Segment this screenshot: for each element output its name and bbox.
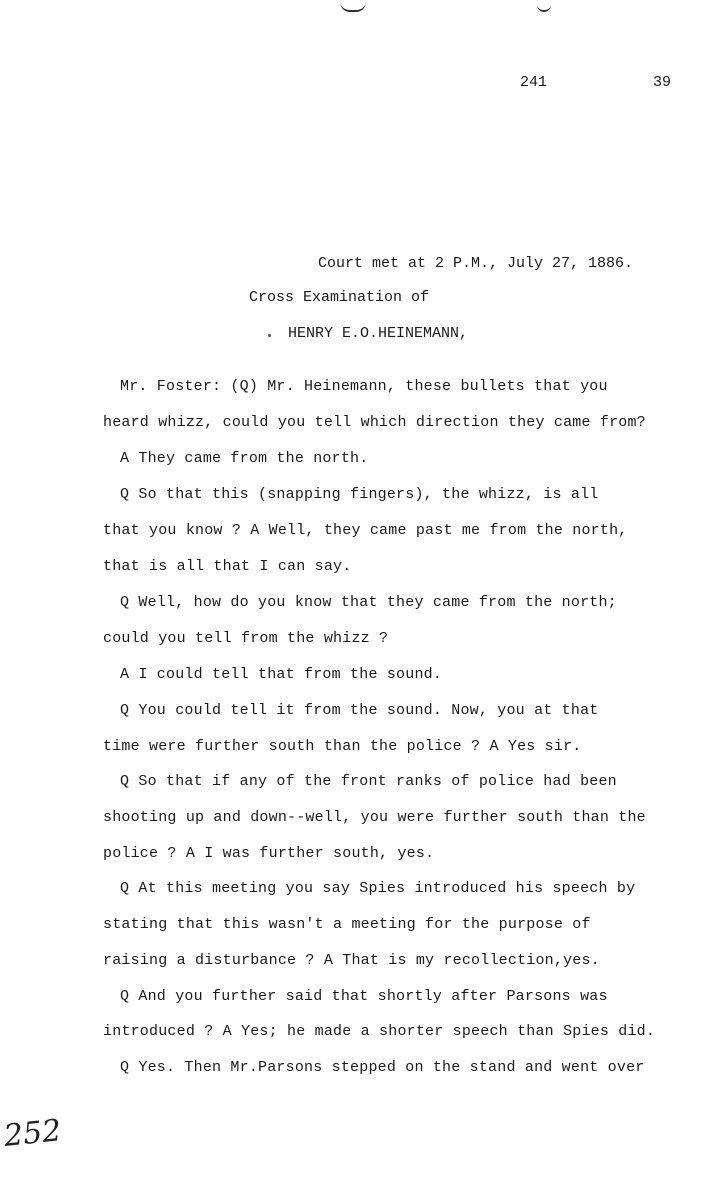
transcript-line: Q And you further said that shortly after Parsons was: [120, 988, 608, 1005]
examination-heading: Cross Examination of: [249, 289, 430, 306]
transcript-line: shooting up and down--well, you were further south than the: [103, 809, 646, 826]
transcript-line: time were further south than the police ? A Yes sir.: [103, 738, 582, 755]
transcript-line: that you know ? A Well, they came past me from the north,: [103, 522, 628, 539]
transcript-line: heard whizz, could you tell which direction they came from?: [103, 414, 646, 431]
transcript-line: stating that this wasn't a meeting for the purpose of: [103, 916, 591, 933]
session-heading: Court met at 2 P.M., July 27, 1886.: [318, 255, 634, 272]
scan-artifact-mark: [340, 0, 366, 12]
transcript-line: Q At this meeting you say Spies introduced his speech by: [120, 880, 636, 897]
transcript-line: could you tell from the whizz ?: [103, 630, 389, 647]
page-number-right: 39: [653, 74, 672, 91]
page-number-left: 241: [520, 74, 548, 91]
transcript-line: A I could tell that from the sound.: [120, 666, 443, 683]
handwritten-margin-number: 252: [2, 1113, 63, 1154]
transcript-line: A They came from the north.: [120, 450, 369, 467]
scan-artifact-mark: [537, 0, 551, 12]
witness-name: HENRY E.O.HEINEMANN,: [288, 325, 469, 342]
transcript-line: Mr. Foster: (Q) Mr. Heinemann, these bullets that you: [120, 378, 608, 395]
transcript-line: raising a disturbance ? A That is my recollection,yes.: [103, 952, 600, 969]
transcript-line: Q So that if any of the front ranks of police had been: [120, 773, 617, 790]
transcript-line: that is all that I can say.: [103, 558, 352, 575]
transcript-line: Q Yes. Then Mr.Parsons stepped on the stand and went over: [120, 1059, 645, 1076]
transcript-line: Q You could tell it from the sound. Now, you at that: [120, 702, 599, 719]
transcript-line: Q Well, how do you know that they came from the north;: [120, 594, 617, 611]
transcript-line: police ? A I was further south, yes.: [103, 845, 435, 862]
stray-mark: [268, 334, 271, 337]
transcript-line: Q So that this (snapping fingers), the whizz, is all: [120, 486, 599, 503]
transcript-line: introduced ? A Yes; he made a shorter speech than Spies did.: [103, 1023, 656, 1040]
